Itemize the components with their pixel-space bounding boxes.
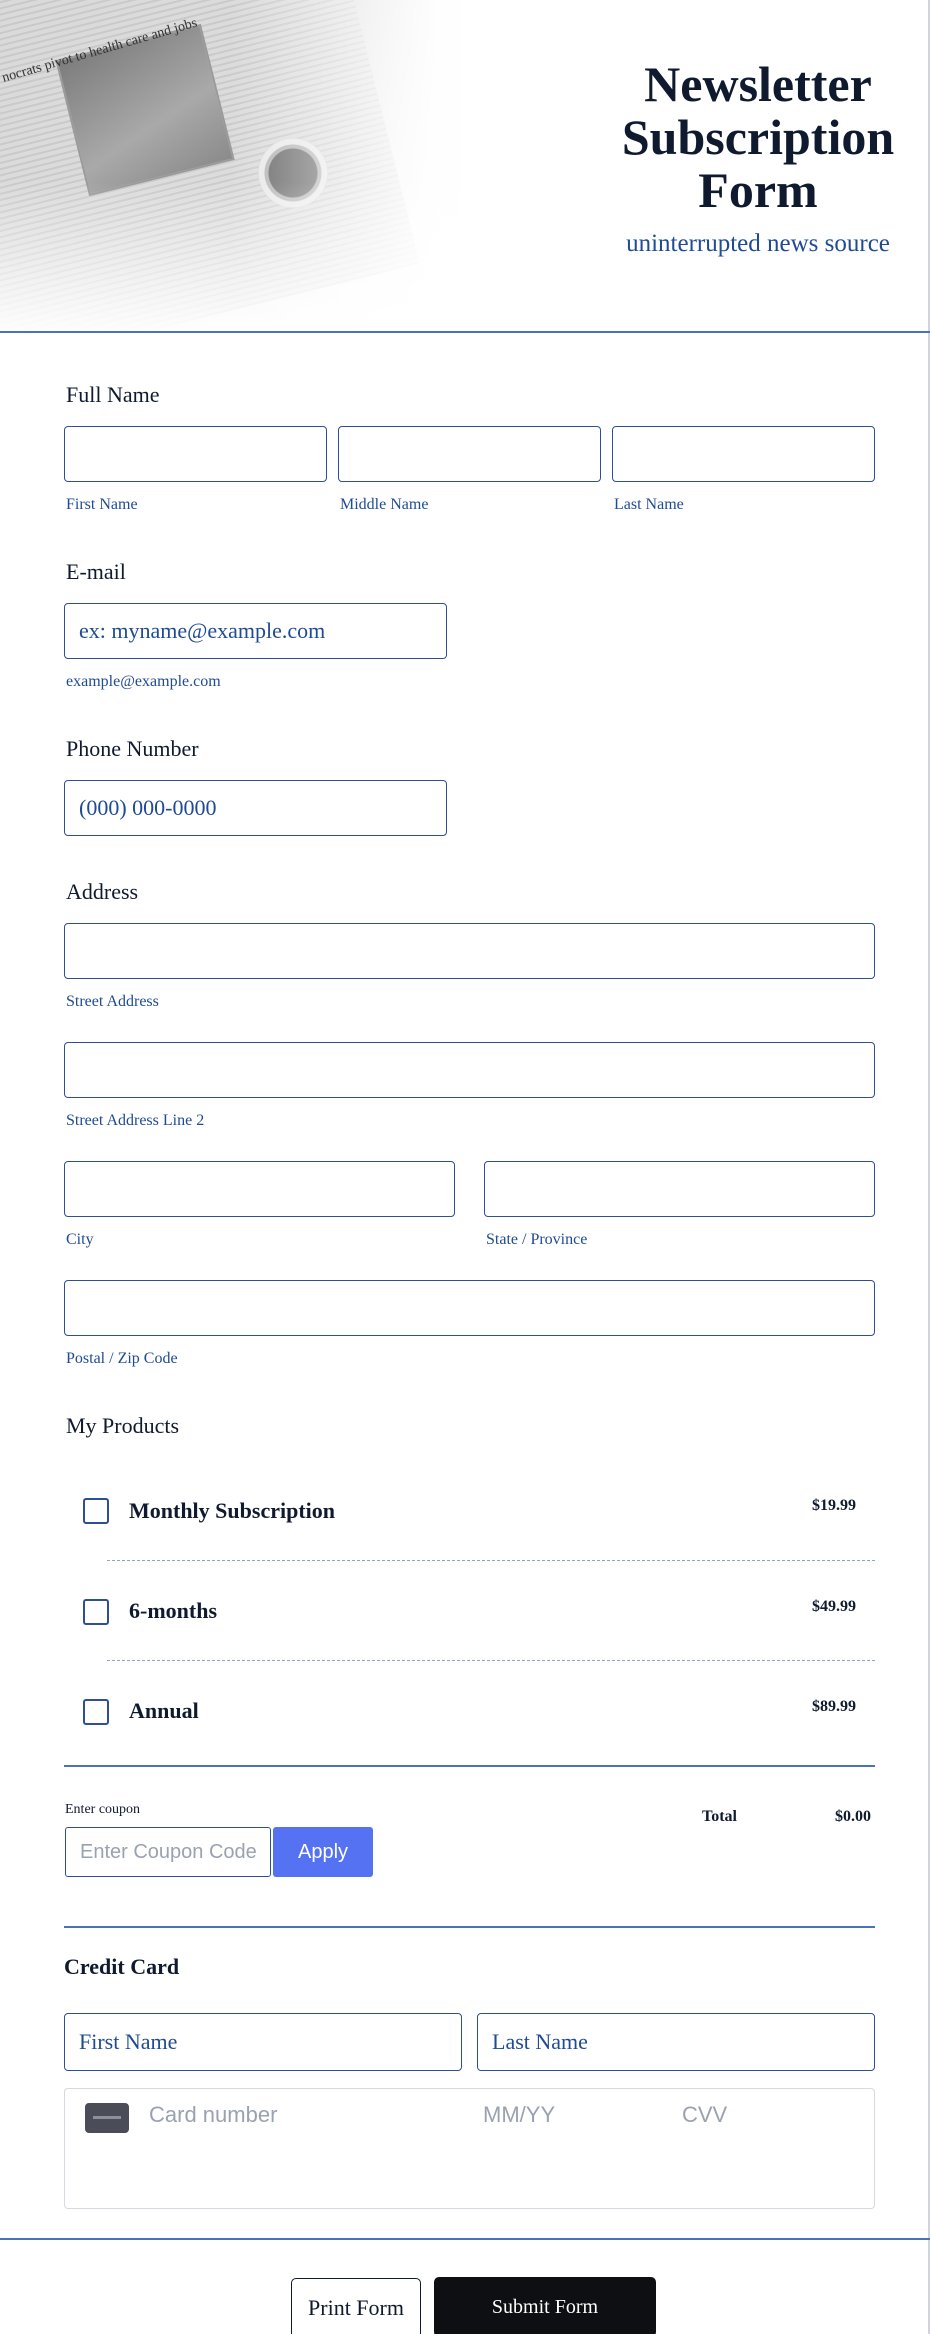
form-header	[0, 0, 930, 333]
address-label: Address	[66, 879, 139, 904]
apply-coupon-button[interactable]: Apply	[273, 1827, 373, 1877]
email-input[interactable]	[64, 603, 447, 659]
product-price: $89.99	[812, 1698, 856, 1715]
product-checkbox-6-months[interactable]	[83, 1599, 109, 1625]
product-name: 6-months	[129, 1598, 218, 1623]
product-price: $49.99	[812, 1598, 856, 1615]
street-address-sublabel: Street Address	[66, 993, 159, 1010]
credit-card-title: Credit Card	[64, 1954, 180, 1979]
street-address-line2-sublabel: Street Address Line 2	[66, 1112, 205, 1129]
form-title	[590, 58, 926, 217]
form-title-line: Form	[698, 162, 818, 218]
card-expiry-input[interactable]: MM/YY	[483, 2102, 556, 2127]
form-subtitle: uninterrupted news source	[626, 230, 890, 257]
product-checkbox-monthly[interactable]	[83, 1498, 109, 1524]
total-value: $0.00	[835, 1808, 871, 1825]
print-form-button[interactable]: Print Form	[291, 2278, 421, 2334]
card-last-name-input[interactable]	[477, 2013, 875, 2071]
postal-code-input[interactable]	[64, 1280, 875, 1336]
product-name: Annual	[129, 1698, 199, 1723]
product-checkbox-annual[interactable]	[83, 1699, 109, 1725]
form-title-line: Subscription	[621, 109, 895, 165]
newspaper-hero-image	[0, 0, 460, 331]
last-name-input[interactable]	[612, 426, 875, 482]
state-province-sublabel: State / Province	[486, 1231, 588, 1248]
card-number-input[interactable]: Card number	[149, 2102, 278, 2127]
street-address-line2-input[interactable]	[64, 1042, 875, 1098]
products-divider	[64, 1765, 875, 1767]
phone-label: Phone Number	[66, 736, 199, 761]
state-province-input[interactable]	[484, 1161, 875, 1217]
first-name-input[interactable]	[64, 426, 327, 482]
product-divider	[107, 1660, 875, 1661]
city-sublabel: City	[66, 1231, 94, 1248]
card-cvv-input[interactable]: CVV	[682, 2102, 728, 2127]
full-name-label: Full Name	[66, 382, 160, 407]
total-label: Total	[702, 1808, 737, 1825]
credit-card-icon	[85, 2103, 129, 2133]
middle-name-input[interactable]	[338, 426, 601, 482]
coupon-label: Enter coupon	[65, 1802, 141, 1817]
email-sublabel: example@example.com	[66, 673, 221, 690]
middle-name-sublabel: Middle Name	[340, 496, 429, 513]
first-name-sublabel: First Name	[66, 496, 138, 513]
postal-code-sublabel: Postal / Zip Code	[66, 1350, 178, 1367]
form-title-line: Newsletter	[644, 56, 872, 112]
product-divider	[107, 1560, 875, 1561]
submit-form-button[interactable]: Submit Form	[434, 2277, 656, 2334]
footer-divider	[0, 2238, 930, 2240]
coupon-input[interactable]	[65, 1827, 271, 1877]
street-address-input[interactable]	[64, 923, 875, 979]
card-first-name-input[interactable]	[64, 2013, 462, 2071]
city-input[interactable]	[64, 1161, 455, 1217]
product-name: Monthly Subscription	[129, 1498, 335, 1523]
hero-fade-overlay	[0, 0, 460, 331]
coupon-divider	[64, 1926, 875, 1928]
product-price: $19.99	[812, 1497, 856, 1514]
email-label: E-mail	[66, 559, 126, 584]
products-label: My Products	[66, 1413, 180, 1438]
phone-input[interactable]	[64, 780, 447, 836]
last-name-sublabel: Last Name	[614, 496, 684, 513]
